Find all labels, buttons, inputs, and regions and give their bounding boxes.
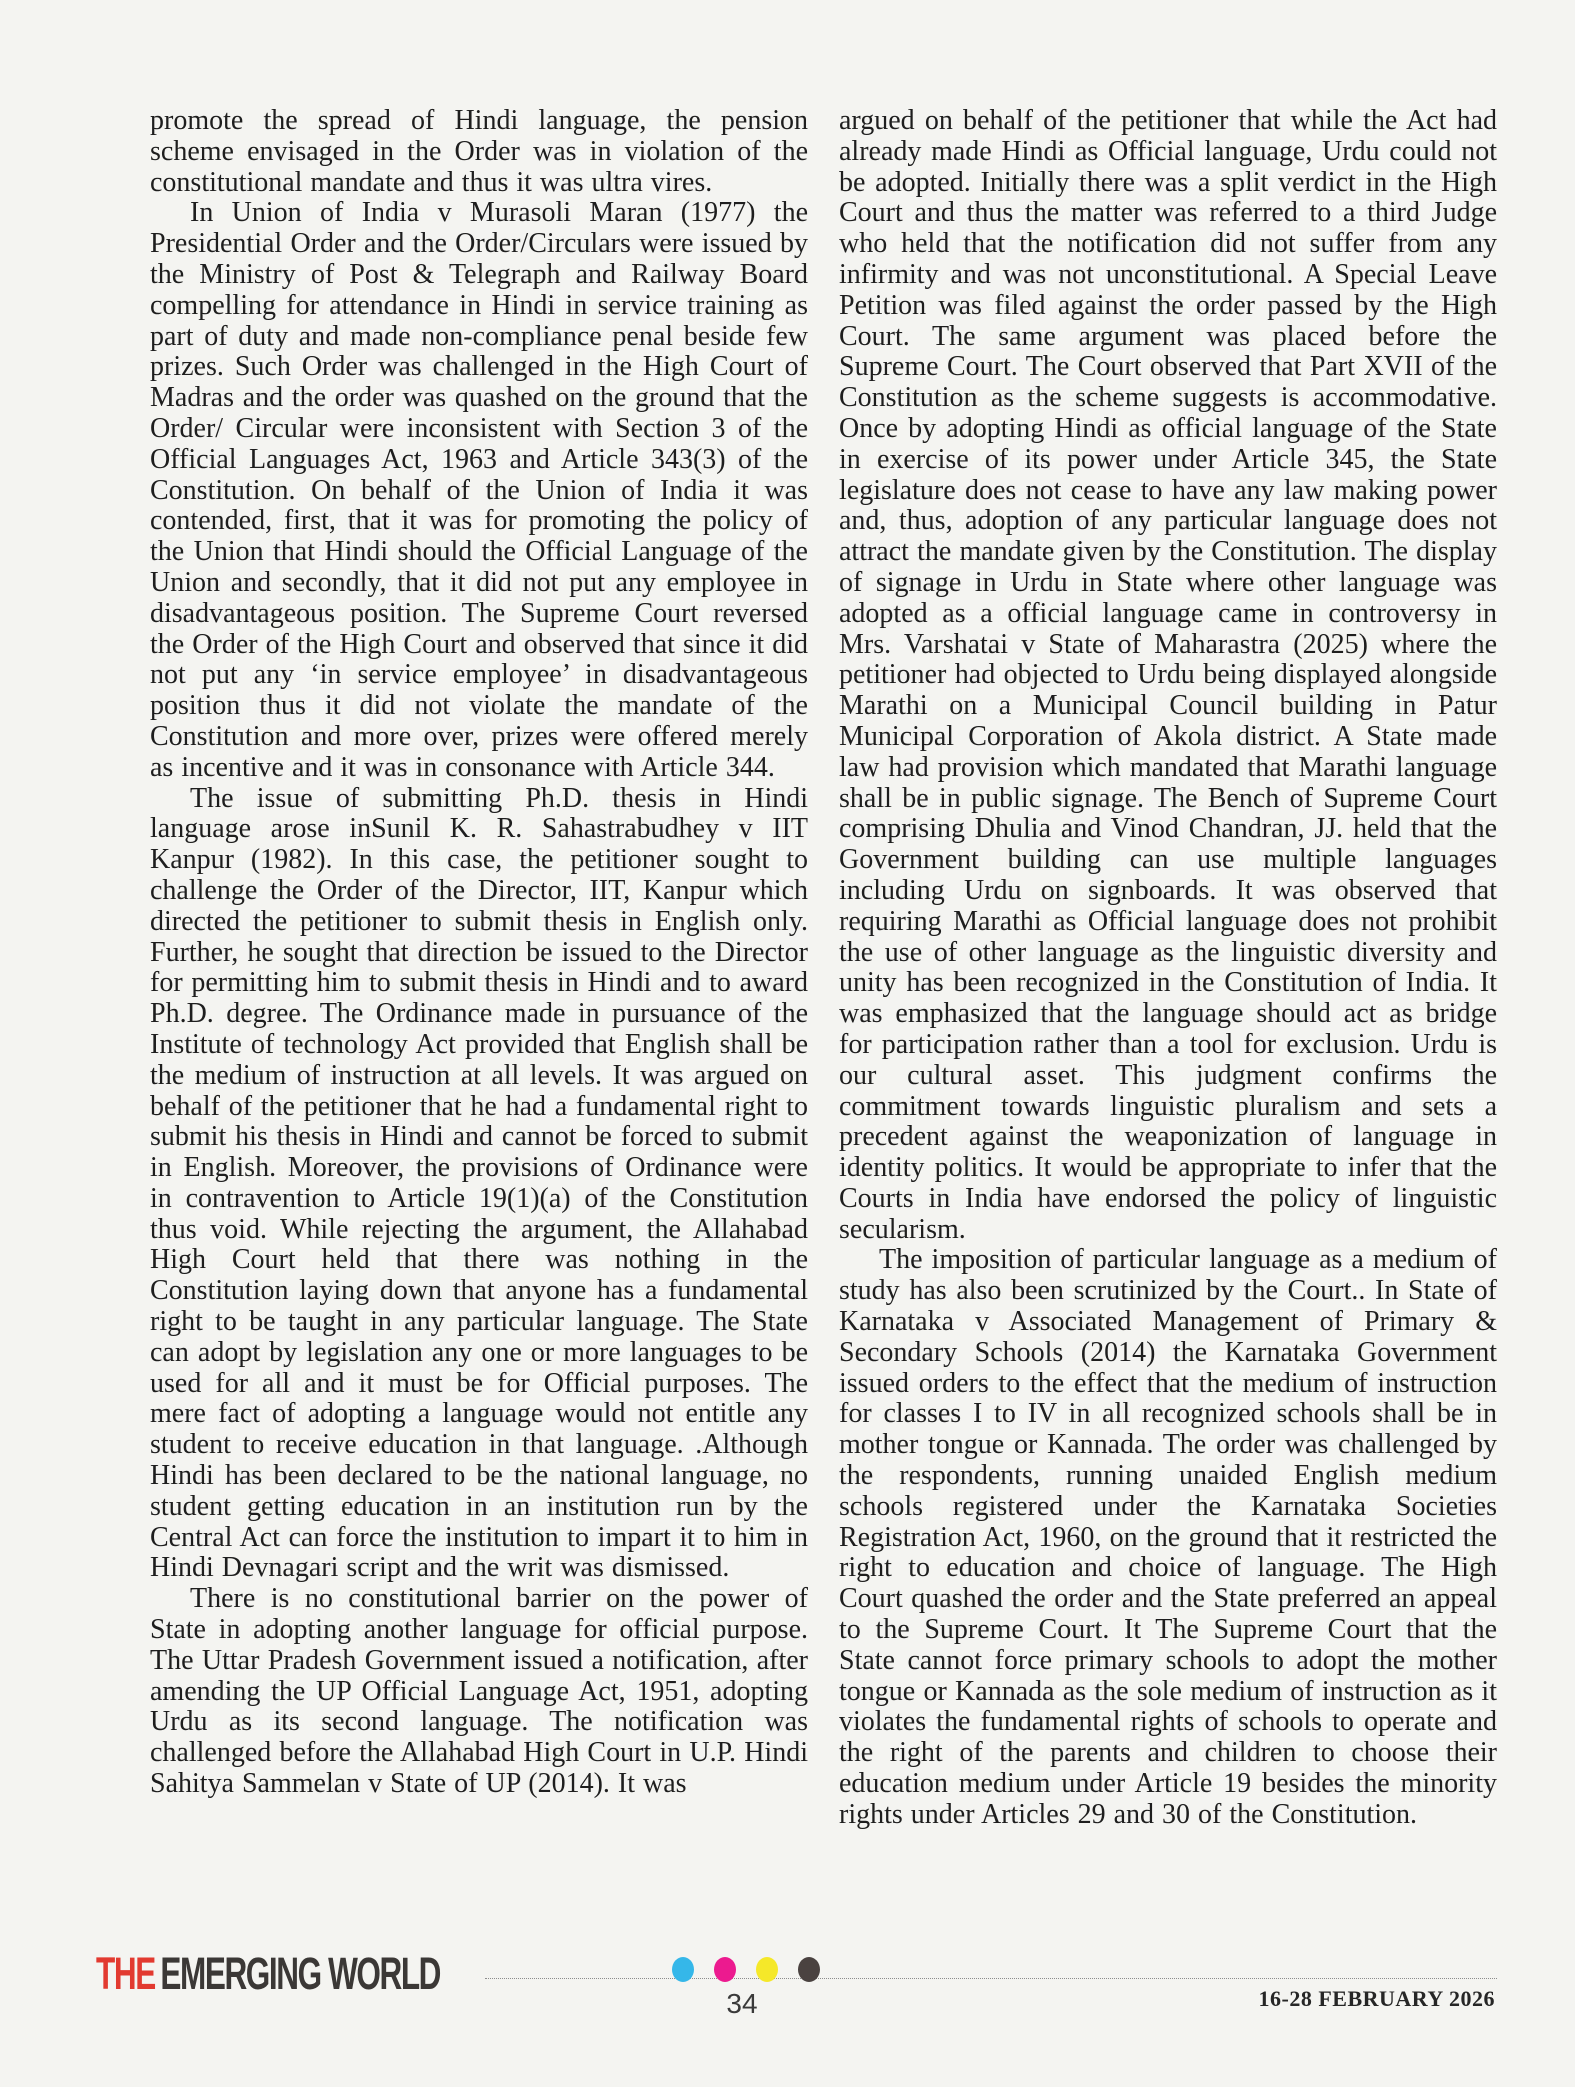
issue-date: 16-28 FEBRUARY 2026 — [1258, 1986, 1495, 2011]
column-right — [839, 106, 1497, 1831]
paragraph: There is no constitutional barrier on the power of State in adopting another language for official purpose. The Uttar Pradesh Government issued a notification, after amending the UP Official Language Act, 1951, adopting Urdu as its second language. The notification was challenged before the Allahabad High Court in U.P. Hindi Sahitya Sammelan v State of UP (2014). It was — [150, 1583, 808, 1800]
page-number: 34 — [726, 1988, 758, 2019]
paragraph: promote the spread of Hindi language, the pension scheme envisaged in the Order was in violation of the constitutional mandate and thus it was ultra vires. — [150, 105, 808, 198]
cmyk-dot-black-icon — [798, 1957, 820, 1982]
cmyk-dot-yellow-icon — [756, 1957, 778, 1982]
paragraph: In Union of India v Murasoli Maran (1977) the Presidential Order and the Order/Circulars were issued by the Ministry of Post & Telegraph and Railway Board compelling for attendance in Hindi in service training as part of duty and made non-compliance penal beside few prizes. Such Order was challenged in the High Court of Madras and the order was quashed on the ground that the Order/ Circular were inconsistent with Section 3 of the Official Languages Act, 1963 and Article 343(3) of the Constitution. On behalf of the Union of India it was contended, first, that it was for promoting the policy of the Union that Hindi should the Official Language of the Union and secondly, that it did not put any employee in disadvantageous position. The Supreme Court reversed the Order of the High Court and observed that since it did not put any ‘in service employee’ in disadvantageous position thus it did not violate the mandate of the Constitution and more over, prizes were offered merely as incentive and it was in consonance with Article 344. — [150, 197, 808, 783]
cmyk-dot-magenta-icon — [714, 1957, 736, 1982]
column-left — [150, 106, 808, 1831]
masthead-rest: EMERGING WORLD — [160, 1948, 441, 1999]
cmyk-dot-cyan-icon — [672, 1957, 694, 1982]
paragraph: The issue of submitting Ph.D. thesis in Hindi language arose inSunil K. R. Sahastrabudhey v IIT Kanpur (1982). In this case, the petitioner sought to challenge the Order of the Director, IIT, Kanpur which directed the petitioner to submit thesis in English only. Further, he sought that direction be issued to the Director for permitting him to submit thesis in Hindi and to award Ph.D. degree. The Ordinance made in pursuance of the Institute of technology Act provided that English shall be the medium of instruction at all levels. It was argued on behalf of the petitioner that he had a fundamental right to submit his thesis in Hindi and cannot be forced to submit in English. Moreover, the provisions of Ordinance were in contravention to Article 19(1)(a) of the Constitution thus void. While rejecting the argument, the Allahabad High Court held that there was nothing in the Constitution laying down that anyone has a fundamental right to be taught in any particular language. The State can adopt by legislation any one or more languages to be used for all and it must be for Official purposes. The mere fact of adopting a language would not entitle any student to receive education in that language. .Although Hindi has been declared to be the national language, no student getting education in an institution run by the Central Act can force the institution to impart it to him in Hindi Devnagari script and the writ was dismissed. — [150, 782, 808, 1584]
paragraph: The imposition of particular language as a medium of study has also been scrutinized by the Court.. In State of Karnataka v Associated Management of Primary & Secondary Schools (2014) the Karnataka Government issued orders to the effect that the medium of instruction for classes I to IV in all recognized schools shall be in mother tongue or Kannada. The order was challenged by the respondents, running unaided English medium schools registered under the Karnataka Societies Registration Act, 1960, on the ground that it restricted the right to education and choice of language. The High Court quashed the order and the State preferred an appeal to the Supreme Court. It The Supreme Court that the State cannot force primary schools to adopt the mother tongue or Kannada as the sole medium of instruction as it violates the fundamental rights of schools to operate and the right of the parents and children to choose their education medium under Article 19 besides the minority rights under Articles 29 and 30 of the Constitution. — [839, 1244, 1497, 1830]
paragraph: argued on behalf of the petitioner that while the Act had already made Hindi as Official language, Urdu could not be adopted. Initially there was a split verdict in the High Court and thus the matter was referred to a third Judge who held that the notification did not suffer from any infirmity and was not unconstitutional. A Special Leave Petition was filed against the order passed by the High Court. The same argument was placed before the Supreme Court. The Court observed that Part XVII of the Constitution as the scheme suggests is accommodative. Once by adopting Hindi as official language of the State in exercise of its power under Article 345, the State legislature does not cease to have any law making power and, thus, adoption of any particular language does not attract the mandate given by the Constitution. The display of signage in Urdu in State where other language was adopted as a official language came in controversy in Mrs. Varshatai v State of Maharastra (2025) where the petitioner had objected to Urdu being displayed alongside Marathi on a Municipal Council building in Patur Municipal Corporation of Akola district. A State made law had provision which mandated that Marathi language shall be in public signage. The Bench of Supreme Court comprising Dhulia and Vinod Chandran, JJ. held that the Government building can use multiple languages including Urdu on signboards. It was observed that requiring Marathi as Official language does not prohibit the use of other language as the linguistic diversity and unity has been recognized in the Constitution of India. It was emphasized that the language should act as bridge for participation rather than a tool for exclusion. Urdu is our cultural asset. This judgment confirms the commitment towards linguistic pluralism and sets a precedent against the weaponization of language in identity politics. It would be appropriate to infer that the Courts in India have endorsed the policy of linguistic secularism. — [839, 105, 1497, 1245]
footer-divider — [485, 1978, 1497, 1979]
article-body — [150, 106, 1497, 1831]
masthead-logo — [96, 1948, 441, 1999]
masthead-the: THE — [96, 1948, 155, 1999]
